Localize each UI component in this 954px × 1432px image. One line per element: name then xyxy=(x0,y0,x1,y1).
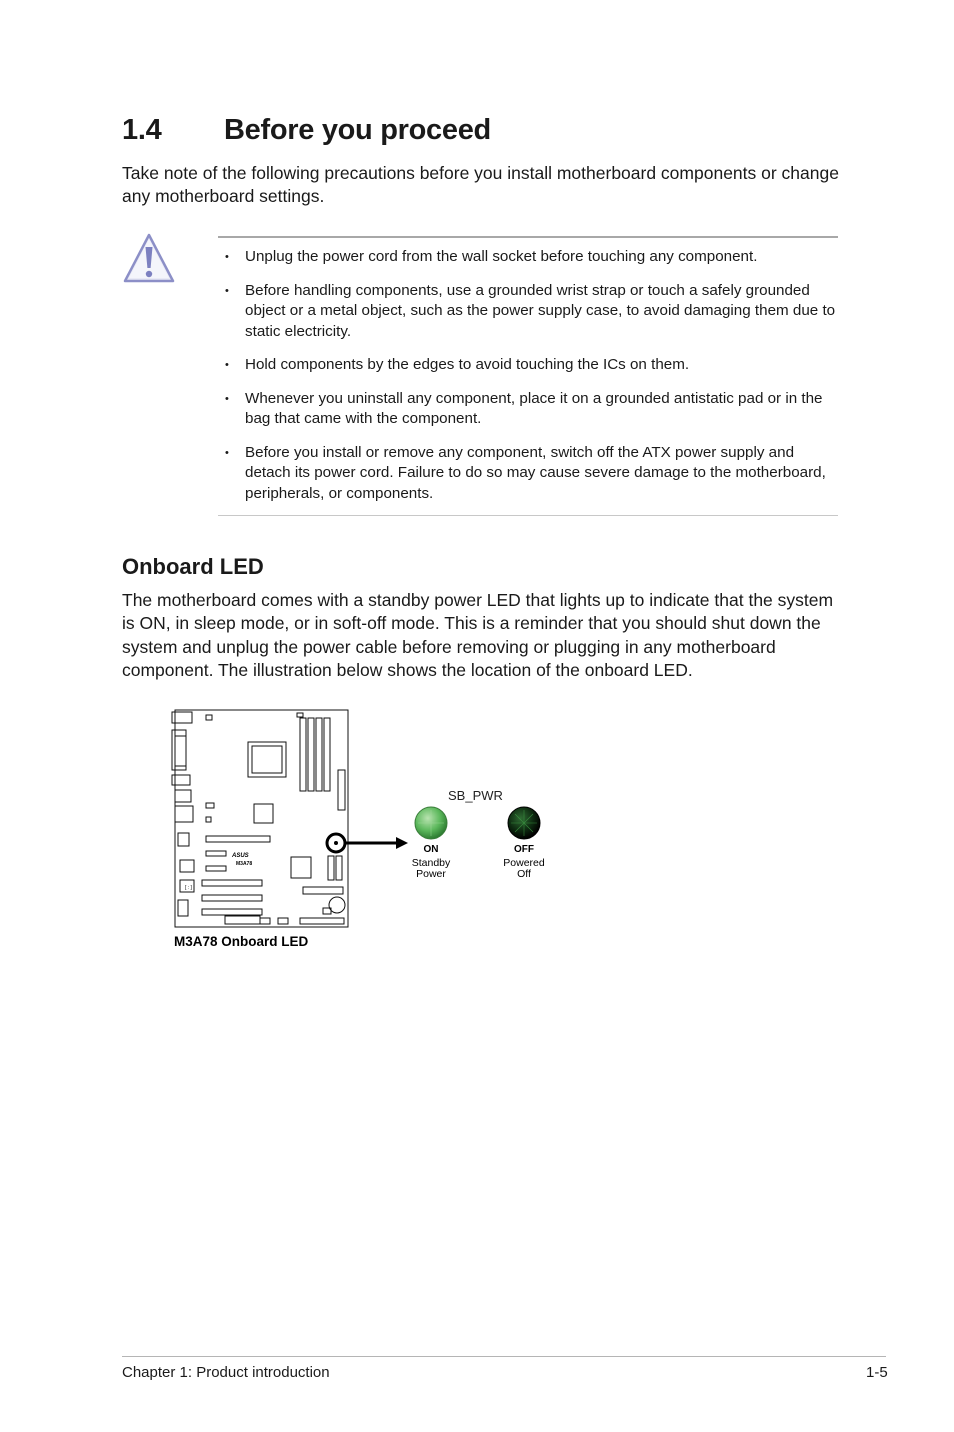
led-name: SB_PWR xyxy=(448,788,503,803)
section-number: 1.4 xyxy=(122,114,162,146)
onboard-led-heading: Onboard LED xyxy=(122,554,264,579)
bullet-dot: • xyxy=(225,359,229,371)
list-item xyxy=(225,443,837,505)
led-on-label: ON xyxy=(423,844,439,855)
pointer-arrow-head xyxy=(396,837,408,849)
led-location-dot xyxy=(334,841,338,845)
caution-list xyxy=(225,247,837,517)
bullet-dot: • xyxy=(225,284,229,297)
caption-model: M3A78 xyxy=(174,934,218,949)
footer-divider xyxy=(122,1356,886,1357)
list-item xyxy=(225,281,837,343)
list-item xyxy=(225,355,837,376)
onboard-led-paragraph: The motherboard comes with a standby power LED that lights up to indicate that the system is ON, in sleep mode, or in soft-off mode. This is a reminder that you should shut down the system and unplug the power cable before removing or plugging in any motherboard component. The illustration below shows the location of the onboard LED. xyxy=(122,590,834,680)
board-outline xyxy=(172,710,348,927)
footer-chapter: Chapter 1: Product introduction xyxy=(122,1364,330,1381)
section-title xyxy=(122,114,491,147)
list-item xyxy=(225,389,837,430)
list-item xyxy=(225,247,837,268)
board-model-label: M3A78 xyxy=(236,861,253,867)
board-logo: ASUS xyxy=(232,853,249,859)
intro-paragraph: Take note of the following precautions before you install motherboard components or change any motherboard settings. xyxy=(122,163,839,206)
led-off-desc-line2: Off xyxy=(517,868,531,880)
caution-text: Unplug the power cord from the wall socket before touching any component. xyxy=(245,248,758,265)
caution-icon xyxy=(122,232,176,284)
footer-page-number: 1-5 xyxy=(866,1364,888,1381)
led-off-label: OFF xyxy=(514,844,534,855)
caution-text: Hold components by the edges to avoid touching the ICs on them. xyxy=(245,356,690,373)
bullet-dot: • xyxy=(225,251,229,263)
bullet-dot: • xyxy=(225,446,229,459)
motherboard-diagram xyxy=(160,700,580,960)
caution-text: Whenever you uninstall any component, place it on a grounded antistatic pad or in the bag that came with the component. xyxy=(245,389,823,427)
section-title-text: Before you proceed xyxy=(224,114,491,146)
led-off-desc-line1: Powered xyxy=(503,857,545,869)
led-on-desc-line1: Standby xyxy=(411,857,451,869)
caution-text: Before handling components, use a grounded wrist strap or touch a safely grounded object or a metal object, such as the power supply case, to avoid damaging them due to static electricity. xyxy=(245,281,836,340)
caption-rest: Onboard LED xyxy=(217,934,309,949)
jumper-mark: [ : ] xyxy=(185,885,192,891)
led-on-desc-line2: Power xyxy=(416,868,446,880)
caution-text: Before you install or remove any component, switch off the ATX power supply and detach its power cord. Failure to do so may cause severe damage to the motherboard, peripherals, or components. xyxy=(245,443,826,502)
diagram-caption xyxy=(174,934,309,949)
bullet-dot: • xyxy=(225,392,229,405)
